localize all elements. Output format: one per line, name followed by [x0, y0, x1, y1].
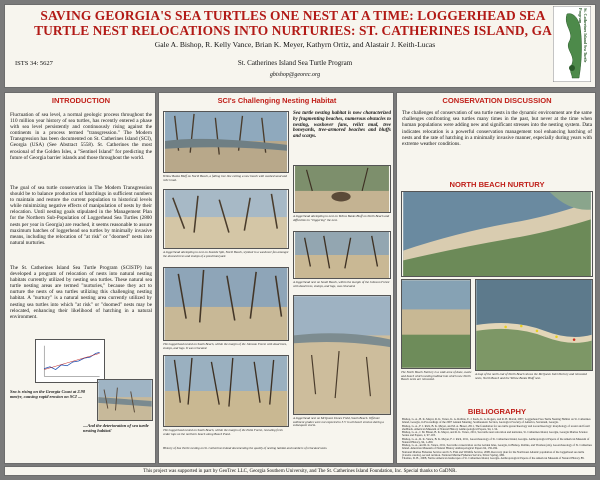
habitat-caption-2: A loggerhead attempting to nest on Yellow Banks Bluff on North Beach and difficulties in "triggering" the nest.	[293, 214, 390, 222]
seaside-spit-photo	[163, 189, 289, 249]
reference-item: Bishop, G. A., R. K. Vance, B. K. Meyer, F. J. Rich, 2011, Geoarchaeology of St. Catherines Island, Georgia. Anthropological Papers of the American Museum of Natural History, 94, 1-260.	[402, 436, 590, 444]
sea-level-chart	[35, 339, 105, 383]
north-beach-map	[475, 279, 593, 371]
bibliography-heading: BIBLIOGRAPHY	[467, 407, 527, 416]
habitat-caption-1: Yellow Banks Bluff on North Beach, a falling tree line cutting a new beach with washed sand and relict mud.	[163, 174, 287, 182]
logo-lettering: St. Catherines Island Sea Turtle Program	[578, 8, 588, 63]
conservation-panel	[396, 92, 596, 464]
introduction-paragraph-1: Fluctuation of sea level, a normal geologic process throughout the 110 million year history of sea turtles, has recently entered a phase with sea level persistently and continuously rising against the continents in a process termed "transgression." The Modern Transgression has been documented on St. Catherines Island (SCI), Georgia (USA) (See Abstract 5558). St. Catherines the most erosional of the Golden Isles, a "Sentinel Island" for predicting the future of Georgia barrier islands and those throughout the world.	[10, 112, 152, 161]
habitat-caption-3: A loggerhead attempting to nest on Seaside Spit, North Beach, stymied in a washover fan amongst the downed trees and stumps of a pond boneyard.	[163, 250, 289, 258]
palm-forest-photo	[163, 355, 289, 427]
habitat-heading: SCI's Challenging Nesting Habitat	[217, 96, 337, 105]
poster-title: SAVING GEORGIA'S SEA TURTLES ONE NEST AT A TIME: LOGGERHEAD SEA TURTLE NEST RELOCATIONS INTO NURTURIES: ST. CATHERINES ISLAND, GA	[34, 8, 552, 38]
introduction-panel	[4, 92, 156, 464]
habitat-caption-8: History of Sea Turtle nesting on St. Catherines Island documenting the quality of nesting habitat and numbers of relocated nests.	[163, 446, 328, 450]
habitat-deterioration-caption: ....And the deterioration of sea turtle nesting habitat!	[83, 423, 149, 433]
nurtury-caption-2: A map of the north end of North Beach shows the McQueen Inlet Nurtury and relocated nests, North Beach and the Yellow Banks Bluff nest.	[475, 372, 587, 380]
habitat-caption-6: A loggerhead nest on McQueen Dunes Field, South Beach. Offshore sediment grades were not expected to 3.5' in all beach erosion during a subsequent storm.	[293, 416, 385, 428]
introduction-paragraph-3: The St. Catherines Island Sea Turtle Program (SCISTP) has developed a program of relocation of nests into natural nesting habitats currently utilized by nesting sea turtles. These natural sea turtle nesting areas are termed "nurturies," because they act to nurture the nests of sea turtles utilizing this challenging nesting habitat. A "nurtury" is a natural nesting area currently utilized by nesting sea turtles into which "at risk" or "doomed" nests may be relocated, enhancing their likelihood of hatching in a natural environment.	[10, 265, 152, 320]
nurtury-caption-1: The North Beach Nurtury is a wide area of dune, swale and beach which nesting habitat into which new North Beach nests are relocated.	[401, 370, 472, 382]
habitat-caption-5: This loggerhead nested on South Beach, within the margin of the Johnson Forest with dead trees, stumps, and logs. It was relocated.	[163, 342, 287, 350]
nurtury-heading: NORTH BEACH NURTURY	[449, 180, 545, 189]
conservation-text: The challenges of conservation of sea turtle nests in the dynamic environment are the same challenges confronting sea turtles many times in the past, but never at the time when human populations were adding new and significant stresses into the nesting system. Data indicates relocation is a powerful conservation management tool enhancing hatching of nests and the rate of hatching in a minimally invasive manner, especially during years with extreme weather conditions.	[402, 110, 592, 148]
reference-item: Bishop, G. A., B. K. Meyer, R. K. Vance, K. A. Rollins, E. J. Keck, K. A. Rogers, and R. H. Marsh, 2007, Loggerhead Sea Turtle Nesting Habitat on St. Catherines Island, Georgia, in Proceedings of the 2007 Annual Meeting, Southeastern Section, Geological Society of America, Savannah, Georgia.	[402, 417, 591, 425]
introduction-paragraph-2: The goal of sea turtle conservation in The Modern Transgression should be to balance production of hatchlings in sufficient numbers to maintain and restore the current population to historical levels while minimizing negative effects of manipulation of nests by their relocation. Until nesting goals stipulated in the Management Plan for the Northern Sub-Population of Loggerhead Sea Turtles (2800 nests per year in Georgia) are reached, it seems reasonable to assure maximum hatches of loggerhead sea turtles by minimally invasive means, including the relocation of "at risk" or "doomed" nests into natural nurturies.	[10, 185, 152, 246]
conservation-heading: CONSERVATION DISCUSSION	[442, 96, 552, 105]
reference-item: Thomas, D. H., 2008, Native American landscapes of St. Catherines Island, Georgia. Anthropological Papers of the American Museum of Natural History 88.	[402, 456, 585, 460]
south-beach-forest-photo	[163, 267, 289, 341]
abstract-number: ISTS 34: 5627	[15, 60, 53, 67]
reference-item: Bishop, G. A., F. J. Rich, B. K. Meyer, and M. A. Bisset, 2011, The foundation for sea turtle geoarchaeology and zooarchaeology: morphology of recent and fossil shellbeds. American Museum of Natural History Anthropological Papers, 94, 1-54.	[402, 423, 590, 431]
poster-footer: This project was supported in part by GeoTrec LLC, Georgia Southern University, and The St. Catherines Island Foundation, Inc. Special thanks to GaDNR.	[4, 466, 596, 476]
reference-item: Bishop, G. A., J. M. Bisset, B. K. Meyer, and R. K. Vance, 2011, Sea turtle nest relocation and nurturies, St. Catherines Island, Georgia, Georgia Marine Science Series and Papers, 2, 97-103.	[402, 430, 588, 438]
yellow-banks-bluff-photo	[163, 111, 289, 173]
reference-item: Bishop, G. A., and R. K. Vance, 2011, Sea turtle conservation on the Golden Isles, Georgia, in Bishop, Rollins, and Thomas (eds), Geoarchaeology of St. Catherines Island. American Museum of Natural History Anthropological Papers 94, 159-184.	[402, 443, 592, 451]
mcqueen-dunes-photo	[293, 295, 391, 415]
north-beach-nurtury-photo	[401, 279, 471, 369]
habitat-caption-4: A loggerhead nest on South Beach, within the margin of the Johnson Forest with dead trees, stumps, and logs, was relocated.	[293, 280, 390, 288]
habitat-panel	[158, 92, 394, 464]
loggerhead-bluff-photo	[293, 165, 391, 213]
sea-level-caption: Sea is rising on the Georgia Coast at 2.98 mm/yr, causing rapid erosion on SCI ....	[10, 389, 86, 399]
north-beach-aerial-photo	[401, 191, 593, 277]
introduction-heading: INTRODUCTION	[51, 96, 111, 105]
poster-header	[4, 4, 596, 88]
program-name: St. Catherines Island Sea Turtle Program	[237, 59, 353, 67]
reference-item: National Marine Fisheries Service and U.S. Fish and Wildlife Service, 2008, Recovery plan for the Northwest Atlantic population of the loggerhead sea turtle (Caretta caretta), second revision. National Marine Fisheries Service, Silver Spring, MD.	[402, 449, 585, 457]
habitat-intro: Sea turtle nesting habitat is now characterized by fragmenting beaches, numerous obstacles to nesting, washover fans, relict mud, tree boneyards, tree-armored beaches and bluffs and scarps.	[293, 111, 391, 140]
author-list: Gale A. Bishop, R. Kelly Vance, Brian K. Meyer, Kathyrn Ortiz, and Alastair J. Keith-Lucas	[154, 40, 436, 49]
johnson-forest-photo	[293, 231, 391, 279]
bibliography-list	[402, 418, 592, 460]
eroded-beach-photo	[97, 379, 153, 421]
habitat-caption-7: This loggerhead nested on South Beach, within the margin of the Palm Forest, revealing fresh cedar tops on the northern beach along Beach Pond.	[163, 428, 283, 436]
contact-email[interactable]: gbishop@georec.org	[269, 72, 321, 78]
